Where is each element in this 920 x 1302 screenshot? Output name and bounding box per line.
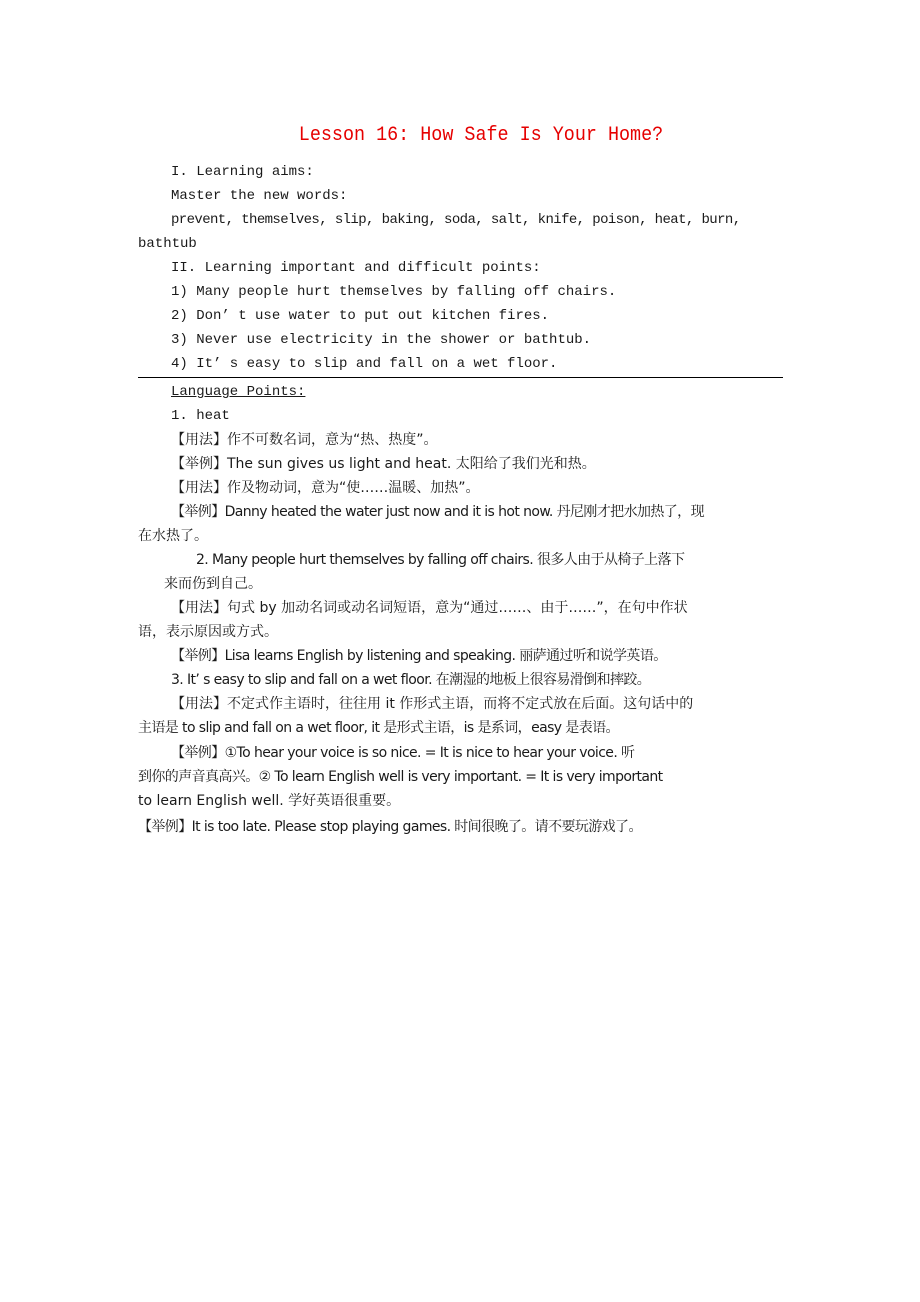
extra-example: 【举例】It is too late. Please stop playing games. 时间很晚了。请不要玩游戏了。 xyxy=(138,819,642,835)
item2-label-line1: 2. Many people hurt themselves by falling off chairs. 很多人由于从椅子上落下 xyxy=(196,552,685,568)
item1-example2-line2: 在水热了。 xyxy=(138,528,208,544)
item3-label: 3. It’ s easy to slip and fall on a wet floor. 在潮湿的地板上很容易滑倒和摔跤。 xyxy=(171,672,651,688)
point-item: 1) Many people hurt themselves by falling off chairs. xyxy=(171,284,617,300)
horizontal-divider xyxy=(138,377,783,378)
point-item: 4) It’ s easy to slip and fall on a wet floor. xyxy=(171,356,558,372)
page-title: Lesson 16: How Safe Is Your Home? xyxy=(298,124,664,147)
item3-example-line2: 到你的声音真高兴。② To learn English well is very important. = It is very important xyxy=(138,769,663,785)
item2-label-line2: 来而伤到自己。 xyxy=(164,576,262,592)
item3-usage-line1: 【用法】不定式作主语时，往往用 it 作形式主语，而将不定式放在后面。这句话中的 xyxy=(171,696,694,712)
section1-heading: I. Learning aims: xyxy=(171,164,314,180)
section1-subheading: Master the new words: xyxy=(171,188,348,204)
language-points-heading: Language Points: xyxy=(171,384,306,400)
item1-example2-line1: 【举例】Danny heated the water just now and it is hot now. 丹尼刚才把水加热了，现 xyxy=(171,504,704,520)
item2-example: 【举例】Lisa learns English by listening and speaking. 丽萨通过听和说学英语。 xyxy=(171,648,667,664)
item1-usage2: 【用法】作及物动词，意为“使……温暖、加热”。 xyxy=(171,480,480,496)
point-item: 3) Never use electricity in the shower or bathtub. xyxy=(171,332,592,348)
item1-example1: 【举例】The sun gives us light and heat. 太阳给了我们光和热。 xyxy=(171,456,596,472)
vocabulary-list-line2: bathtub xyxy=(138,236,197,252)
item3-example-line1: 【举例】①To hear your voice is so nice. = It is nice to hear your voice. 听 xyxy=(171,745,635,761)
item2-usage-line2: 语，表示原因或方式。 xyxy=(138,624,278,640)
item1-usage1: 【用法】作不可数名词，意为“热、热度”。 xyxy=(171,432,438,448)
item3-example-line3: to learn English well. 学好英语很重要。 xyxy=(138,793,401,809)
vocabulary-list-line1: prevent, themselves, slip, baking, soda, salt, knife, poison, heat, burn, xyxy=(171,212,741,228)
item2-usage-line1: 【用法】句式 by 加动名词或动名词短语，意为“通过……、由于……”，在句中作状 xyxy=(171,600,688,616)
item3-usage-line2: 主语是 to slip and fall on a wet floor, it 是形式主语，is 是系词，easy 是表语。 xyxy=(138,720,619,736)
point-item: 2) Don’ t use water to put out kitchen fires. xyxy=(171,308,550,324)
section2-heading: II. Learning important and difficult points: xyxy=(171,260,541,276)
item1-label: 1. heat xyxy=(171,408,230,424)
